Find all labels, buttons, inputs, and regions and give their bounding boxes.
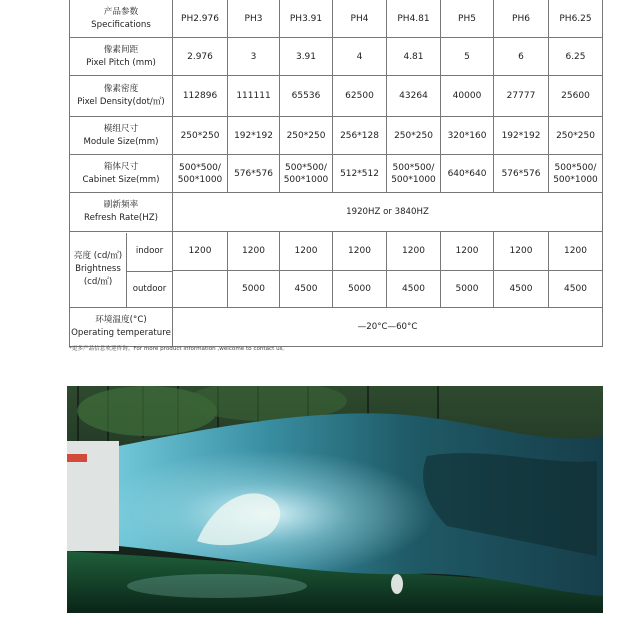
table-cell: 1200	[228, 232, 280, 271]
row-label-pixel-density	[70, 76, 173, 117]
table-cell: 250*250	[549, 117, 603, 155]
table-cell: 4500	[549, 271, 603, 308]
table-row-temperature	[70, 308, 603, 347]
table-cell	[494, 155, 549, 193]
table-row-module-size	[70, 117, 603, 155]
label-en: Pixel Pitch (mm)	[86, 57, 156, 68]
table-cell: 2.976	[173, 38, 228, 76]
table-row-refresh-rate	[70, 193, 603, 232]
model-header: PH2.976	[173, 0, 228, 38]
table-row-cabinet-size	[70, 155, 603, 193]
table-header-row	[70, 0, 603, 38]
table-cell: 1200	[549, 232, 603, 271]
table-cell: 1200	[494, 232, 549, 271]
curved-led-wall-photo	[67, 386, 603, 613]
table-cell: 1200	[173, 232, 228, 271]
table-cell: 62500	[333, 76, 387, 117]
label-en: Refresh Rate(HZ)	[84, 213, 158, 223]
row-label-specifications	[70, 0, 173, 38]
table-cell: 256*128	[333, 117, 387, 155]
model-header: PH5	[441, 0, 494, 38]
table-cell: 27777	[494, 76, 549, 117]
table-cell: 65536	[280, 76, 333, 117]
table-cell: 112896	[173, 76, 228, 117]
label-cn: 模组尺寸	[103, 123, 139, 134]
table-row-brightness-indoor	[70, 232, 603, 271]
table-cell	[173, 271, 228, 308]
temperature-value: —20°C—60°C	[173, 308, 603, 347]
footnote-contact: *更多产品信息欢迎咨询。For more product information ,welcome to contact us。	[69, 346, 289, 352]
model-header: PH6	[494, 0, 549, 38]
outdoor-label: outdoor	[132, 283, 167, 294]
table-cell: 250*250	[280, 117, 333, 155]
model-header: PH3.91	[280, 0, 333, 38]
table-cell: 4500	[494, 271, 549, 308]
table-cell: 192*192	[228, 117, 280, 155]
table-cell: 250*250	[387, 117, 441, 155]
table-cell: 1200	[280, 232, 333, 271]
table-cell: 320*160	[441, 117, 494, 155]
cell-line: 500*1000	[391, 174, 436, 185]
table-row-pixel-pitch	[70, 38, 603, 76]
cell-line: 500*1000	[553, 174, 598, 185]
refresh-rate-value: 1920HZ or 3840HZ	[173, 193, 603, 232]
label-cn: 产品参数	[103, 6, 139, 17]
table-cell: 250*250	[173, 117, 228, 155]
cell-line: 500*500/	[285, 162, 327, 173]
cell-line: 500*1000	[177, 174, 223, 185]
table-cell: 192*192	[494, 117, 549, 155]
row-label-brightness	[70, 232, 173, 308]
table-cell	[549, 155, 603, 193]
label-en: Operating temperature	[71, 328, 171, 338]
cell-line: 500*500/	[392, 162, 435, 173]
table-row-pixel-density	[70, 76, 603, 117]
table-cell	[280, 155, 333, 193]
table-cell	[228, 155, 280, 193]
table-cell: 43264	[387, 76, 441, 117]
table-cell: 5000	[228, 271, 280, 308]
table-cell: 5	[441, 38, 494, 76]
row-label-pixel-pitch	[70, 38, 173, 76]
table-cell: 5000	[441, 271, 494, 308]
table-cell	[173, 155, 228, 193]
label-en: Brightness	[75, 264, 121, 274]
table-cell	[441, 155, 494, 193]
table-cell: 3	[228, 38, 280, 76]
label-cn: 刷新频率	[103, 200, 139, 210]
row-label-temperature	[70, 308, 173, 347]
model-header: PH6.25	[549, 0, 603, 38]
cell-line: 576*576	[234, 168, 273, 179]
model-header: PH4.81	[387, 0, 441, 38]
table-cell: 1200	[441, 232, 494, 271]
table-cell: 1200	[387, 232, 441, 271]
row-label-cabinet-size	[70, 155, 173, 193]
label-cn: 亮度 (cd/㎡)	[73, 251, 123, 261]
label-en: Specifications	[91, 19, 151, 30]
model-header: PH4	[333, 0, 387, 38]
label-cn: 像素密度	[103, 84, 139, 94]
table-cell: 3.91	[280, 38, 333, 76]
indoor-label: indoor	[127, 233, 172, 272]
table-cell: 25600	[549, 76, 603, 117]
table-cell: 111111	[228, 76, 280, 117]
cell-line: 576*576	[501, 168, 541, 179]
table-cell: 4	[333, 38, 387, 76]
cell-line: 500*500/	[554, 162, 597, 173]
label-en: Cabinet Size(mm)	[82, 174, 160, 185]
cell-line: 640*640	[447, 168, 487, 179]
label-unit: (cd/㎡)	[83, 277, 113, 287]
table-cell: 5000	[333, 271, 387, 308]
table-cell	[387, 155, 441, 193]
cell-line: 500*1000	[283, 174, 329, 185]
label-cn: 箱体尺寸	[103, 161, 139, 172]
row-label-module-size	[70, 117, 173, 155]
table-cell: 6	[494, 38, 549, 76]
table-cell	[333, 155, 387, 193]
specifications-table	[69, 0, 603, 347]
table-cell: 4500	[387, 271, 441, 308]
cell-line: 512*512	[340, 168, 379, 179]
cell-line: 500*500/	[179, 162, 221, 173]
label-en: Module Size(mm)	[83, 136, 159, 147]
label-en: Pixel Density(dot/㎡)	[77, 97, 165, 107]
row-label-refresh-rate	[70, 193, 173, 232]
table-cell: 4.81	[387, 38, 441, 76]
label-cn: 像素间距	[103, 44, 139, 55]
table-cell: 40000	[441, 76, 494, 117]
table-cell: 6.25	[549, 38, 603, 76]
model-header: PH3	[228, 0, 280, 38]
table-cell: 4500	[280, 271, 333, 308]
table-cell: 1200	[333, 232, 387, 271]
label-cn: 环境温度(°C)	[95, 315, 147, 325]
